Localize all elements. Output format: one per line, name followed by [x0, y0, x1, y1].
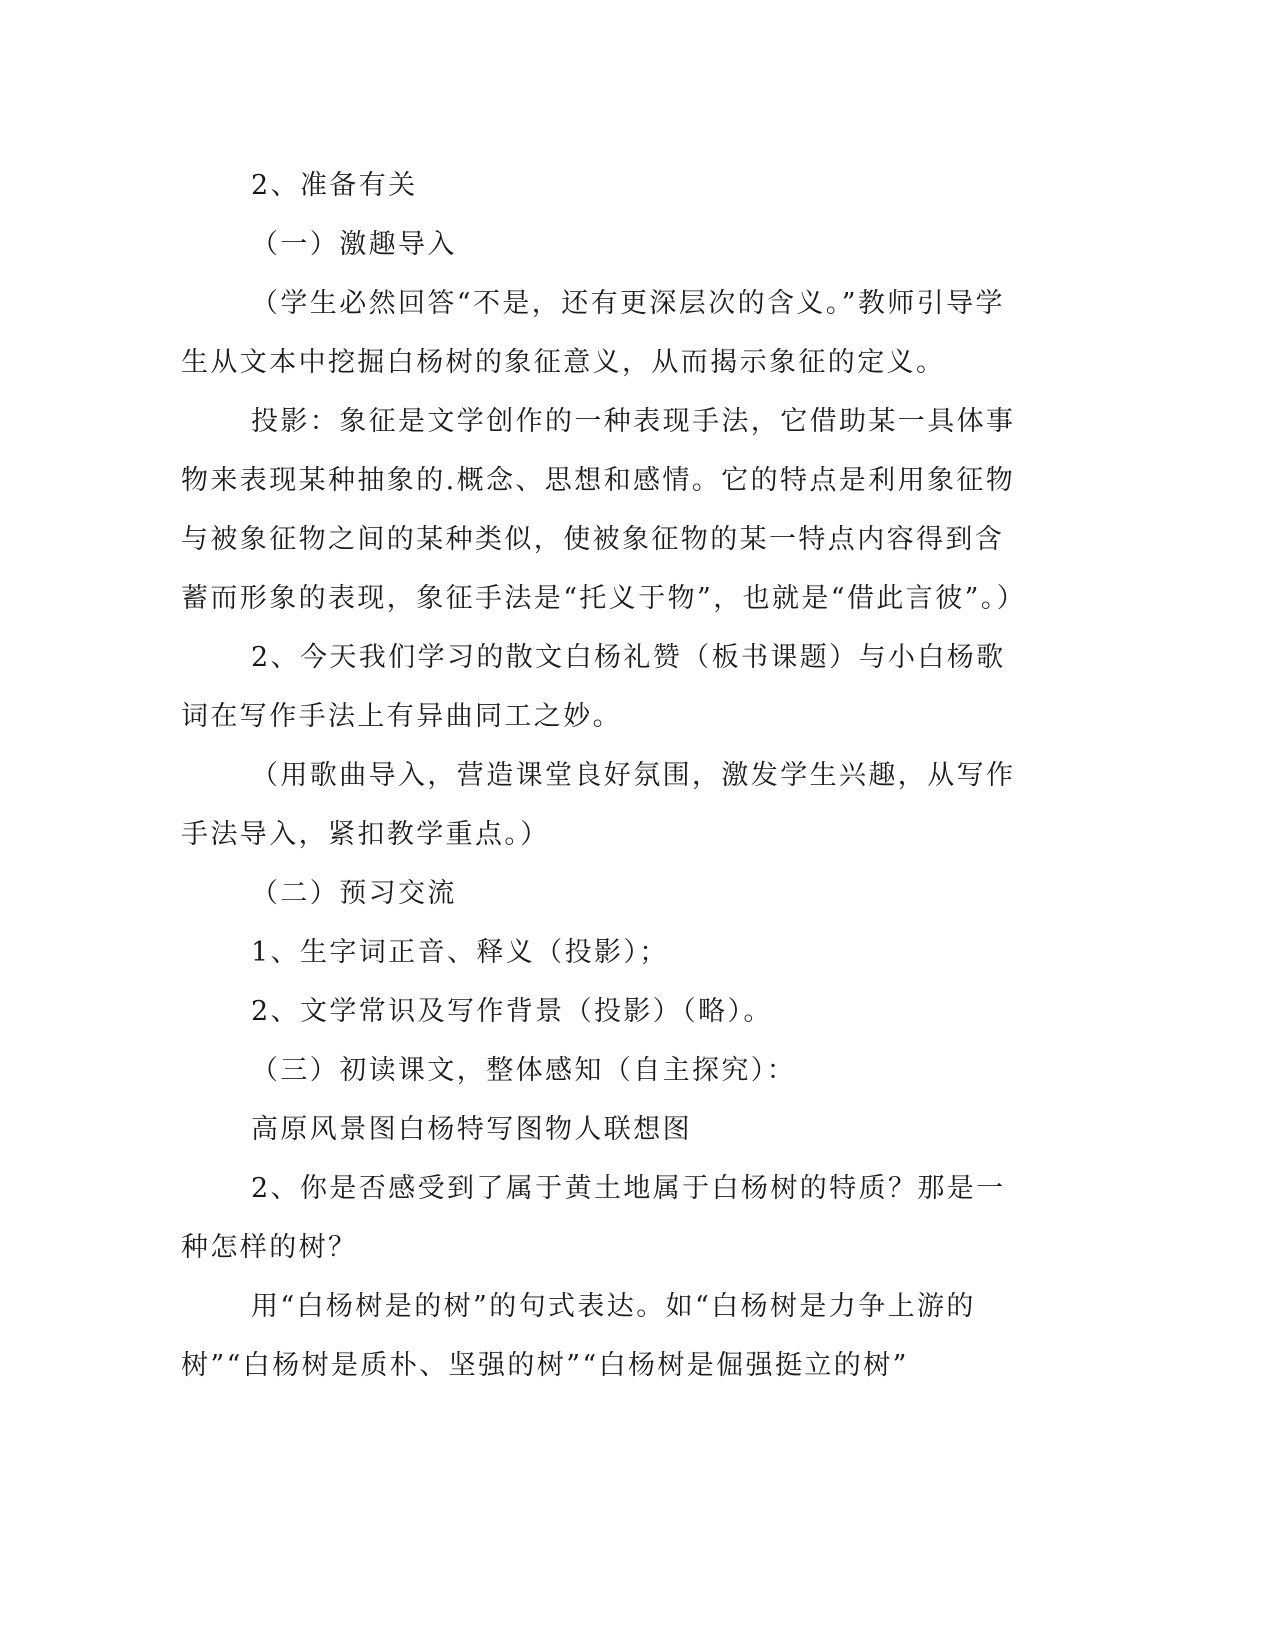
section-heading-preview: （二）预习交流	[251, 878, 457, 909]
section-heading-first-reading: （三）初读课文，整体感知（自主探究）：	[251, 1055, 797, 1086]
document-body	[181, 156, 1031, 1395]
paragraph-picture-list: 高原风景图白杨特写图物人联想图	[251, 1114, 692, 1145]
paragraph-literary-background: 2、文学常识及写作背景（投影）（略）。	[251, 996, 773, 1027]
paragraph-question: 2、你是否感受到了属于黄土地属于白杨树的特质？那是一种怎样的树？	[181, 1173, 1006, 1263]
section-heading-introduction: （一）激趣导入	[251, 229, 457, 260]
paragraph-song-introduction-note: （用歌曲导入，营造课堂良好氛围，激发学生兴趣，从写作手法导入，紧扣教学重点。）	[181, 760, 1016, 850]
paragraph-vocabulary: 1、生字词正音、释义（投影）；	[251, 937, 669, 968]
paragraph-projection-symbolism: 投影：象征是文学创作的一种表现手法，它借助某一具体事物来表现某种抽象的.概念、思想和感情。它的特点是利用象征物与被象征物之间的某种类似，使被象征物的某一特点内容得到含蓄而形象的表现，象征手法是“托义于物”，也就是“借此言彼”。）	[181, 406, 1027, 614]
paragraph-sentence-pattern: 用“白杨树是的树”的句式表达。如“白杨树是力争上游的树”“白杨树是质朴、坚强的树”“白杨树是倔强挺立的树”	[181, 1291, 976, 1381]
paragraph-student-answer: （学生必然回答“不是，还有更深层次的含义。”教师引导学生从文本中挖掘白杨树的象征意义，从而揭示象征的定义。	[181, 288, 1005, 378]
paragraph-preparation: 2、准备有关	[251, 170, 418, 201]
paragraph-today-lesson: 2、今天我们学习的散文白杨礼赞（板书课题）与小白杨歌词在写作手法上有异曲同工之妙。	[181, 642, 1006, 732]
